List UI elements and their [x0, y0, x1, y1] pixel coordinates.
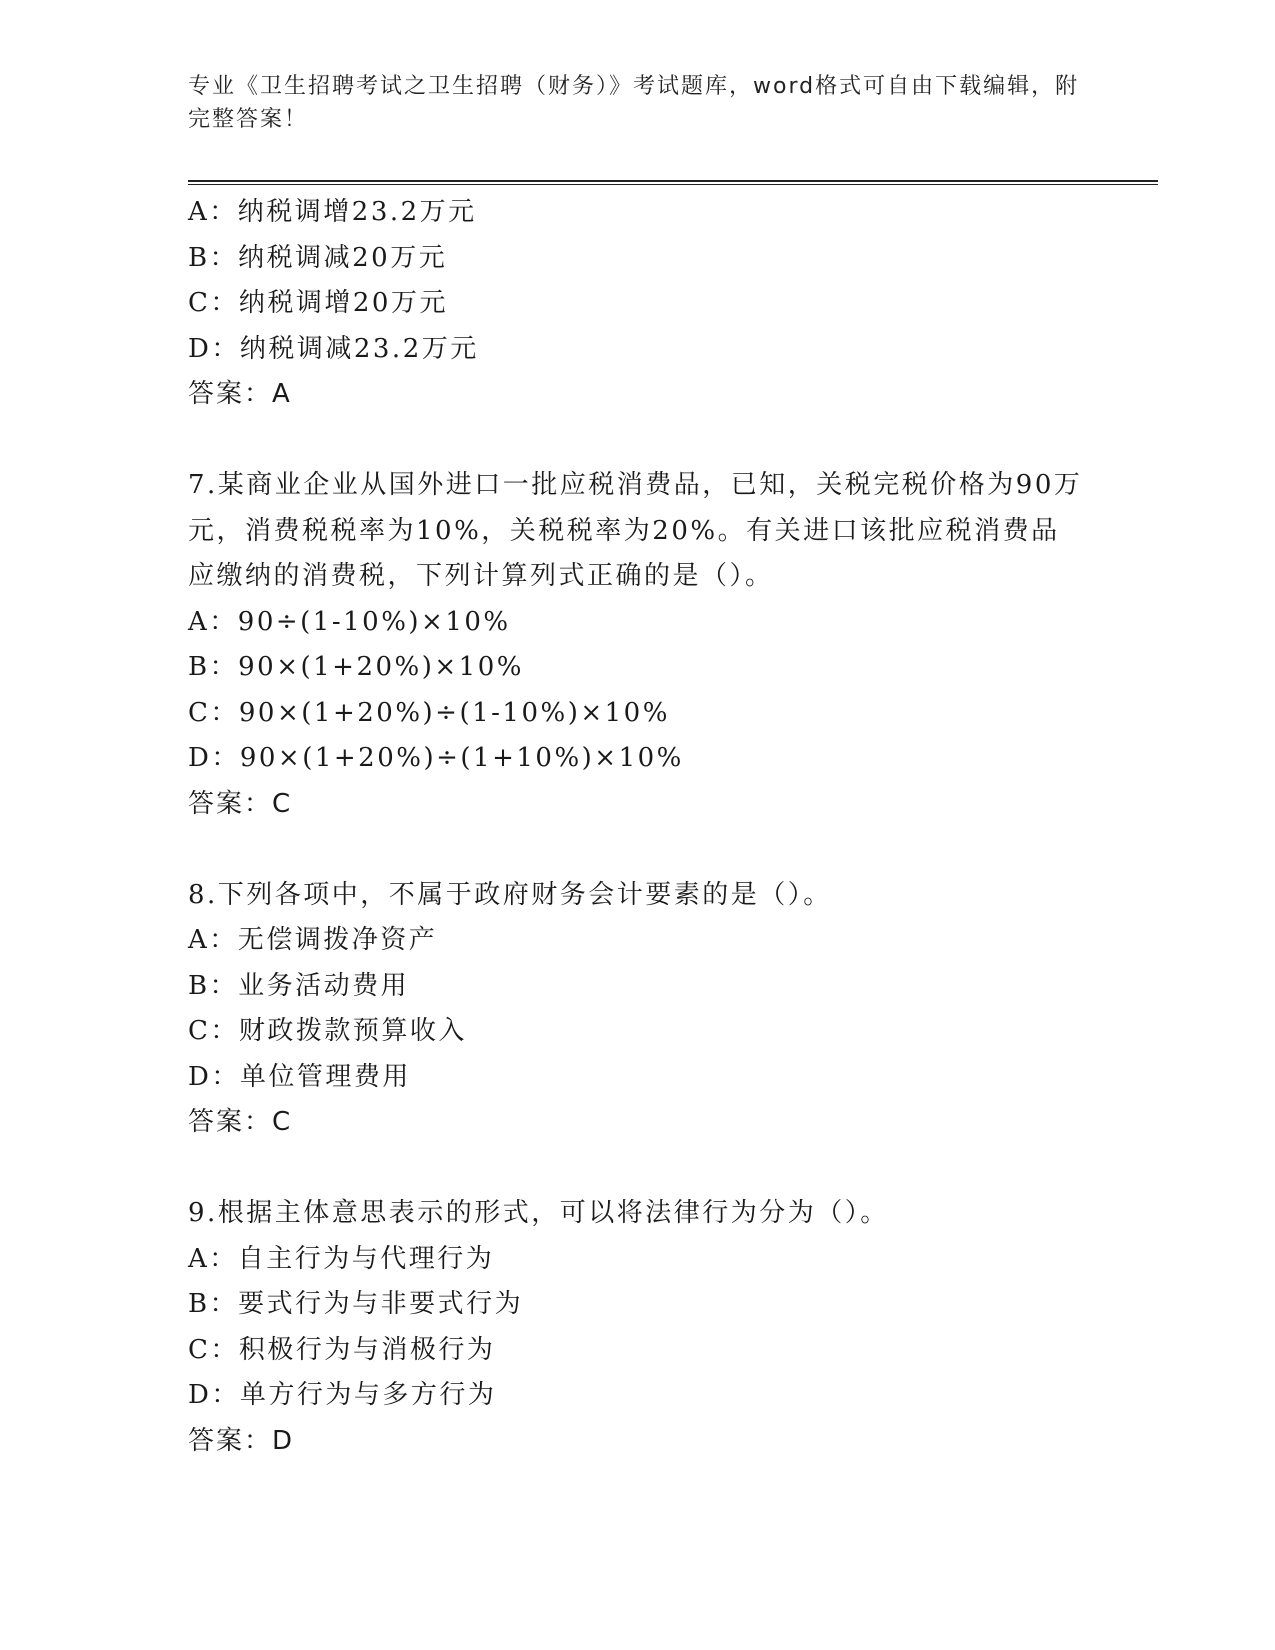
option-b: B：业务活动费用: [188, 970, 410, 1001]
option-a: A：90÷(1-10%)×10%: [188, 606, 511, 637]
option-c: C：积极行为与消极行为: [188, 1334, 496, 1365]
document-header: 专业《卫生招聘考试之卫生招聘（财务）》考试题库，word格式可自由下载编辑，附完整答案！: [188, 74, 1080, 132]
option-b: B：要式行为与非要式行为: [188, 1289, 524, 1319]
option-d: D：单方行为与多方行为: [188, 1380, 497, 1410]
answer-label: 答案：: [188, 379, 273, 409]
option-c: C：财政拨款预算收入: [188, 1016, 467, 1046]
option-a: A：无偿调拨净资产: [188, 925, 438, 955]
answer-line: [188, 372, 1088, 418]
question-text: 8.下列各项中，不属于政府财务会计要素的是（）。: [188, 879, 832, 910]
answer-label: 答案：: [188, 1107, 273, 1137]
answer-line: [188, 1100, 1088, 1146]
option-b: B：纳税调减20万元: [188, 242, 448, 273]
header-divider: [188, 180, 1158, 182]
question-block-7: [188, 463, 1088, 827]
option-b: B：90×(1+20%)×10%: [188, 652, 524, 682]
answer-line: [188, 1419, 1088, 1465]
question-block-8: [188, 873, 1088, 1146]
question-text: 7.某商业企业从国外进口一批应税消费品，已知，关税完税价格为90万元，消费税税率为10%，关税税率为20%。有关进口该批应税消费品应缴纳的消费税，下列计算列式正确的是（）。: [188, 470, 1083, 591]
option-d: D：单位管理费用: [188, 1061, 411, 1092]
option-a: A：纳税调增23.2万元: [188, 197, 477, 227]
answer-value: C: [272, 1107, 293, 1137]
question-block-9: [188, 1191, 1088, 1464]
answer-value: C: [272, 788, 293, 819]
answer-value: D: [272, 1425, 295, 1456]
option-a: A：自主行为与代理行为: [188, 1243, 495, 1274]
header-divider-thin: [188, 184, 1158, 185]
option-d: D：纳税调减23.2万元: [188, 333, 479, 364]
answer-line: [188, 782, 1088, 828]
answer-label: 答案：: [188, 788, 273, 819]
question-list: [188, 190, 1088, 1464]
option-c: C：90×(1+20%)÷(1-10%)×10%: [188, 697, 670, 728]
answer-value: A: [272, 379, 292, 409]
option-d: D：90×(1+20%)÷(1+10%)×10%: [188, 743, 684, 773]
question-text: 9.根据主体意思表示的形式，可以将法律行为分为（）。: [188, 1198, 889, 1228]
answer-label: 答案：: [188, 1425, 273, 1456]
question-block-6: [188, 190, 1088, 418]
option-c: C：纳税调增20万元: [188, 288, 448, 318]
